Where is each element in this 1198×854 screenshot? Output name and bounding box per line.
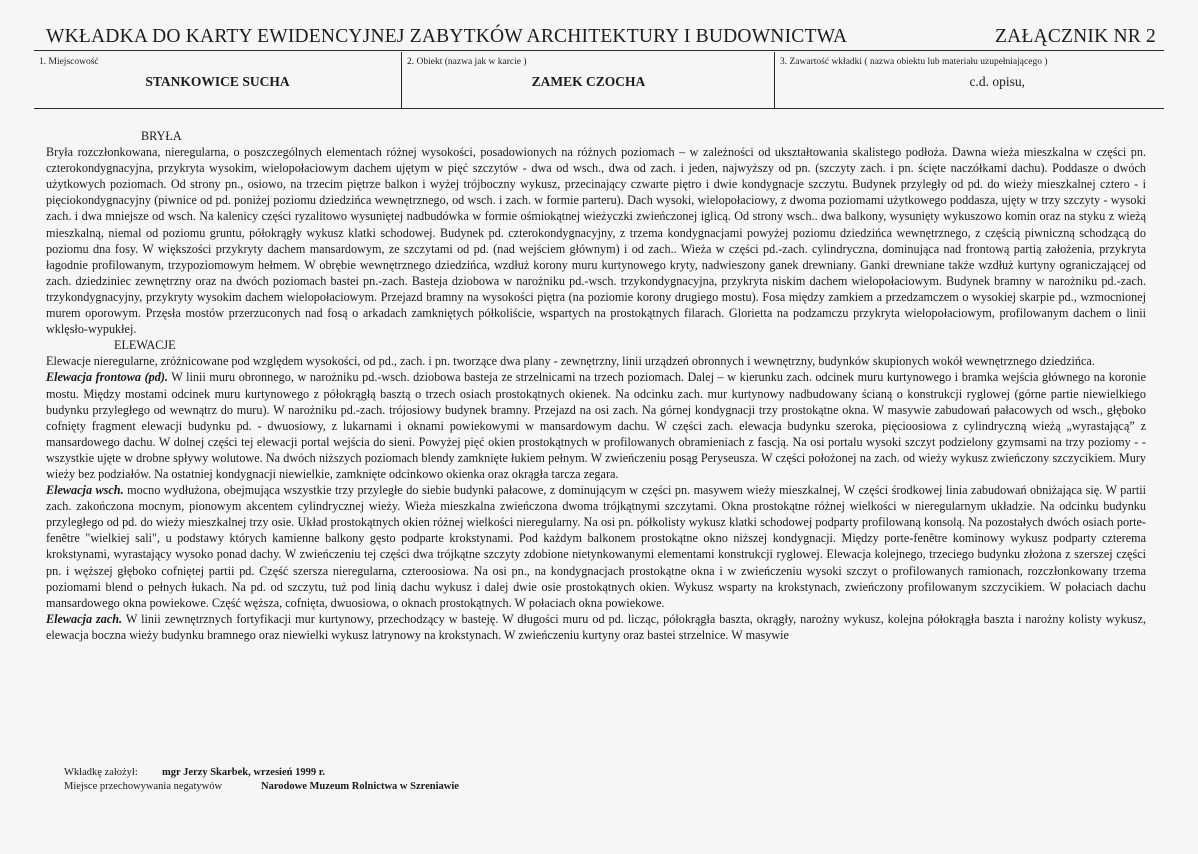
field-content-label: 3. Zawartość wkładki ( nazwa obiektu lub materiału uzupełniającego ) <box>780 57 1048 67</box>
field-content <box>774 52 1165 108</box>
document-header <box>46 26 1156 52</box>
paragraph-elewacje-intro: Elewacje nieregularne, zróżnicowane pod względem wysokości, od pd., zach. i pn. tworzące dwa plany - zewnętrzny, linii urządzeń obronnych i wewnętrzny, budynków skupionych wokół wewnętrznego dziedzińca. <box>46 354 1095 369</box>
elewacja-wsch-text: mocno wydłużona, obejmująca wszystkie trzy przyległe do siebie budynki pałacowe, z dominującym w części pn. masywem wieży mieszkalnej, W części środkowej linia zabudowań obniżająca się. W partii zach. zakończona mocnym, pionowym akcentem cylindrycznej wieży. Wieża mieszkalna zwieńczona dwoma trójkątnymi szczytami. Okna prostokątne różnej wielkości w nieregularnym układzie. Na odcinku budynku przyległego od pd. do wieży mieszkalnej trzy osie. Układ prostokątnych okien różnej wielkości nieregularny. Na osi pn. półkolisty wykusz klatki schodowej podparty profilowaną konsolą. Na pozostałych dwóch osiach porte-fenêtre "wielkiej sali", u podstawy których kamienne balkony gęsto podparte krokstynami. Pod każdym balkonem prostokątne okno niższej kondygnacji. Między porte-fenêtre kominowy wykusz podparty czterema krokstynami, wyrastający wysoko ponad dachy. W zwieńczeniu tej części dwa trójkątne szczyty zdobione nietynkowanymi elementami konstrukcji ryglowej. Elewacja kolejnego, trzeciego budynku złożona z szerszej części pn. i węższej głęboko cofniętej partii pd. Część szersza nieregularna, czteroosiowa. Na osi pn., na kondygnacjach prostokątne okna i w zwieńczeniu wysoki szczyt o profilowanych ramionach, rozczłonkowany trzema poziomami blend o pełnych łukach. Na pd. od szczytu, tuż pod linią dachu wykusz i dalej dwie osie prostokątnych okien. Wykusz wsparty na krokstynach, zwieńczony profilowanym szczycikiem. W połaciach dachu mansardowego okna powiekowe. Część węższa, cofnięta, dwuosiowa, o oknach prostokątnych. W połaciach okna powiekowe. <box>46 483 1146 610</box>
elewacja-zach-lead: Elewacja zach. <box>46 611 123 626</box>
field-object-value: ZAMEK CZOCHA <box>531 74 646 89</box>
field-location-label: 1. Miejscowość <box>39 57 99 67</box>
paragraph-bryla: Bryła rozczłonkowana, nieregularna, o poszczególnych elementach różnej wysokości, posadowionych na różnych poziomach – w zależności od ukształtowania skalistego podłoża. Dawna wieża mieszkalna w części pn. czterokondygnacyjna, przykryta wysokim, wielopołaciowym dachem ujętym w pięć szczytów - dwa od wsch., dwa od zach. i jeden, najwyższy od pn. (szczyty zach. i pn. ścięte naczółkami dachu). Poddasze o dwóch użytkowych poziomach. Od strony pn., osiowo, na trzecim piętrze balkon i wyżej trójboczny wykusz, przecinający czwarte piętro i dwie kondygnacje szczytu. Budynek przyległy od pd. do wieży mieszkalnej cztero - i pięciokondygnacyjny (piwnice od pd. poniżej poziomu dziedzińca wewnętrznego, od wsch. i zach. w formie parteru). Dach wysoki, wielopołaciowy, z dwoma poziomami użytkowego poddasza, ujęty w trzy szczyty - wysoki zach. i dwa mniejsze od wsch. Na kalenicy części ryzalitowo wysuniętej nadbudówka w formie ośmiokątnej wieżyczki zwieńczonej iglicą. Od strony wsch.. dwa balkony, wysunięty wykuszowo komin oraz na styku z wieżą mieszkalną, niemal od poziomu gruntu, półokrągły wykusz klatki schodowej. Budynek pd. czterokondygnacyjny, z trzema kondygnacjami powyżej poziomu dziedzińca wewnętrznego, z częścią piwniczną schodzącą do poziomu dna fosy. W większości przykryty dachem mansardowym, ze szczytami od pd. (nad wejściem głównym) i od zach.. Wieża w części pd.-zach. cylindryczna, dominująca nad frontową partią założenia, przykryta łagodnie profilowanym, trzypoziomowym hełmem. W obrębie wewnętrznego dziedzińca, wzdłuż korony muru kurtynowego kryty, nadwieszony ganek drewniany. Ganki drewniane także wzdłuż kurtyny ograniczającej od zach. dziedziniec zewnętrzny oraz na dwóch poziomach bastei pn.-zach. Basteja dziobowa w narożniku pd.-wsch. trzykondygnacyjna, przykryta niskim dachem wielopołaciowym. Budynek bramny w narożniku pd.-zach. trzykondygnacyjny, przykryty wysokim dachem wielopołaciowym. Przejazd bramny na wysokości piętra (na poziomie korony drugiego mostu). Fosa między zamkiem a przedzamczem o wysokiej skarpie pd., wzmocnionej murem oporowym. Przęsła mostów przerzuconych nad fosą o arkadach zamkniętych półkoliście, wspartych na prostokątnych filarach. Glorietta na podzamczu przykryta wielopołaciowym, profilowanym dachem o linii wklęsło-wypukłej. <box>46 145 1146 337</box>
attachment-number: ZAŁĄCZNIK NR 2 <box>995 26 1156 47</box>
footer-storage-label: Miejsce przechowywania negatywów <box>64 781 223 792</box>
field-location <box>34 52 401 108</box>
elewacja-zach-text: W linii zewnętrznych fortyfikacji mur kurtynowy, przechodzący w basteję. W długości muru od pd. licząc, półokrągła baszta, okrągły, narożny wykusz, kolejna półokrągła baszta i narożny kolisty wykusz, elewacja boczna wieży budynku bramnego oraz niewielki wykusz latrynowy na krokstynach. W zwieńczeniu kurtyny oraz bastei strzelnice. W masywie <box>46 611 1147 642</box>
description-body <box>46 128 1146 643</box>
section-heading-elewacje: ELEWACJE <box>114 338 176 353</box>
footer-author-label: Wkładkę założył: <box>64 767 138 778</box>
footer-storage-value: Narodowe Muzeum Rolnictwa w Szreniawie <box>261 781 459 792</box>
form-fields-row <box>34 52 1164 109</box>
elewacja-frontowa-text: W linii muru obronnego, w narożniku pd.-wsch. dziobowa basteja ze strzelnicami na trzech poziomach. Dalej – w kierunku zach. odcinek muru kurtynowego i bramka wejścia głównego na koronie mostu. Między mostami odcinek muru kurtynowego z półokrągłą basztą o trzech osiach prostokątnych okienek. Na odcinku zach. mur kurtynowy nadbudowany ścianą o konstrukcji ryglowej (górne partie niewielkiego budynku przyległego od wewnątrz do muru). W narożniku pd.-zach. trójosiowy budynek bramny. Przejazd na osi zach. Na górnej kondygnacji trzy prostokątne okna. W masywie zabudowań pałacowych od wsch., głęboko cofnięty fragment elewacji budynku pd. - dwuosiowy, z lukarnami i oknami powiekowymi w mansardowym dachu. W części zach. elewacja budynku szeroka, pięcioosiowa z cylindryczną wieżą „wyrastającą” z mansardowego dachu. W dolnej części tej elewacji portal wejścia do sieni. Powyżej pięć okien prostokątnych w profilowanych obramieniach z fascją. Na osi portalu wysoki szczyt podzielony gzymsami na trzy poziomy - - wszystkie ujęte w drobne spływy wolutowe. Na dwóch niższych poziomach blendy zamknięte łukiem pełnym. W zwieńczeniu posąg Peryseusza. W części położonej na zach. od wieży wykusz zwieńczony szczycikiem. Mury wieży bez podziałów. Na ostatniej kondygnacji niewielkie, zamknięte odcinkowo okienka oraz okrągła tarcza zegara. <box>46 370 1146 481</box>
elewacja-wsch-lead: Elewacja wsch. <box>46 483 124 498</box>
footer-author-value: mgr Jerzy Skarbek, wrzesień 1999 r. <box>162 767 326 778</box>
elewacja-frontowa-lead: Elewacja frontowa (pd). <box>46 370 168 385</box>
section-heading-bryla: BRYŁA <box>141 129 182 143</box>
paragraph-elewacja-wsch <box>46 482 1146 611</box>
document-title: WKŁADKA DO KARTY EWIDENCYJNEJ ZABYTKÓW ARCHITEKTURY I BUDOWNICTWA <box>46 26 848 47</box>
field-location-value: STANKOWICE SUCHA <box>145 74 290 89</box>
header-divider <box>34 50 1164 51</box>
paragraph-elewacja-frontowa <box>46 369 1146 482</box>
field-content-value: c.d. opisu, <box>969 74 1025 89</box>
paragraph-elewacja-zach <box>46 611 1146 643</box>
field-object <box>401 52 775 108</box>
field-object-label: 2. Obiekt (nazwa jak w karcie ) <box>407 57 527 67</box>
